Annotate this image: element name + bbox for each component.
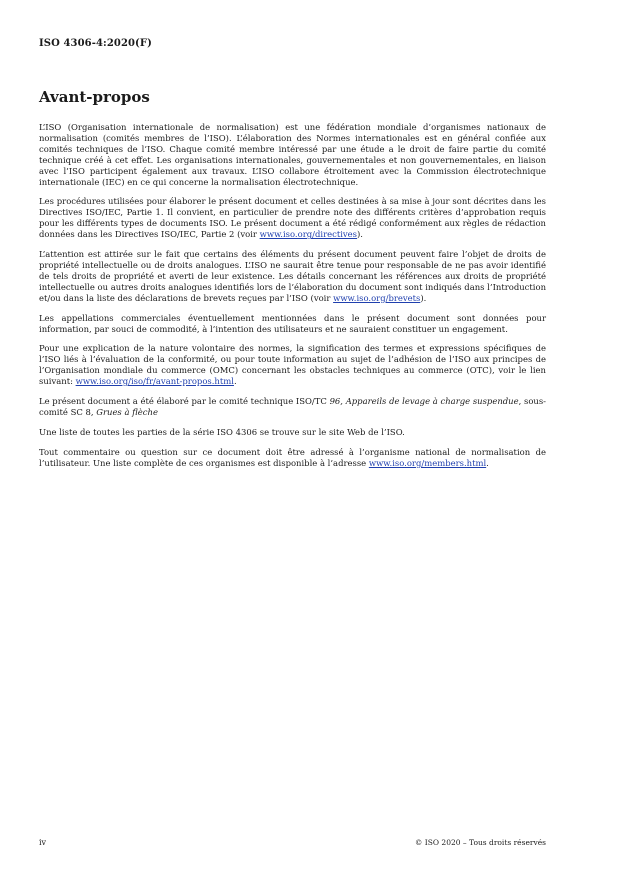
- paragraph-committee: [39, 396, 546, 418]
- foreword-body: [39, 122, 546, 478]
- paragraph-iso-intro: L’ISO (Organisation internationale de normalisation) est une fédération mondiale d’organismes nationaux de normalisation (comités membres de l’ISO). L’élaboration des Normes internationales est en général confiée aux comités techniques de l’ISO. Chaque comité membre intéressé par une étude a le droit de faire partie du comité technique créé à cet effet. Les organisations internationales, gouvernementales et non gouvernementales, en liaison avec l’ISO participent également aux travaux. L’ISO collabore étroitement avec la Commission électrotechnique internationale (IEC) en ce qui concerne la normalisation électrotechnique.: [39, 122, 546, 187]
- subcommittee-title: Grues à flèche: [96, 406, 158, 417]
- paragraph-text: , sous-comité SC 8,: [39, 396, 547, 417]
- paragraph-voluntary-nature: [39, 343, 546, 387]
- link-members[interactable]: www.iso.org/members.html: [368, 457, 487, 468]
- paragraph-tail: ).: [357, 229, 363, 240]
- committee-title: 96, Appareils de levage à charge suspendue: [329, 396, 519, 407]
- paragraph-tail: .: [486, 457, 489, 468]
- link-brevets[interactable]: www.iso.org/brevets: [333, 292, 421, 303]
- link-avant-propos[interactable]: www.iso.org/iso/fr/avant-propos.html: [75, 376, 234, 387]
- paragraph-series-list: Une liste de toutes les parties de la série ISO 4306 se trouve sur le site Web de l’ISO.: [39, 426, 405, 437]
- paragraph-trade-names: Les appellations commerciales éventuellement mentionnées dans le présent document sont données pour information, par souci de commodité, à l’intention des utilisateurs et ne sauraient constituer un engagement.: [39, 312, 546, 334]
- page-number: iv: [39, 838, 47, 847]
- copyright-notice: © ISO 2020 – Tous droits réservés: [414, 838, 546, 847]
- link-directives[interactable]: www.iso.org/directives: [259, 229, 358, 240]
- paragraph-text: Pour une explication de la nature volontaire des normes, la signification des termes et expressions spécifiques de l’ISO liés à l’évaluation de la conformité, ou pour toute information au sujet de l’adhésion de l’ISO aux principes de l’Organisation mondiale du commerce (OMC) concernant les obstacles techniques au commerce (OTC), voir le lien suivant:: [39, 343, 546, 387]
- paragraph-text: Le présent document a été élaboré par le comité technique ISO/TC: [39, 396, 330, 407]
- paragraph-text: L’attention est attirée sur le fait que certains des éléments du présent document peuvent faire l’objet de droits de propriété intellectuelle ou de droits analogues. L’ISO ne saurait être tenue pour responsable de ne pas avoir identifié de tels droits de propriété et averti de leur existence. Les détails concernant les références aux droits de propriété intellectuelle ou autres droits analogues identifiés lors de l’élaboration du document sont indiqués dans l’Introduction et/ou dans la liste des déclarations de brevets reçues par l’ISO (voir: [39, 249, 546, 303]
- paragraph-text: Tout commentaire ou question sur ce document doit être adressé à l’organisme national de normalisation de l’utilisateur. Une liste complète de ces organismes est disponible à l’adresse: [39, 446, 546, 468]
- paragraph-procedures: [39, 196, 546, 240]
- paragraph-tail: ).: [420, 292, 427, 303]
- paragraph-feedback: [39, 447, 546, 469]
- paragraph-text: Les procédures utilisées pour élaborer le présent document et celles destinées à sa mise à jour sont décrites dans les Directives ISO/IEC, Partie 1. Il convient, en particulier de prendre note des différents critères d’approbation requis pour les différents types de documents ISO. Le présent document a été rédigé conformément aux règles de rédaction données dans les Directives ISO/IEC, Partie 2 (voir: [39, 196, 546, 240]
- page-title: Avant-propos: [39, 88, 150, 106]
- document-id-header: ISO 4306-4:2020(F): [39, 38, 152, 49]
- paragraph-patents: [39, 249, 546, 304]
- paragraph-tail: .: [233, 376, 237, 387]
